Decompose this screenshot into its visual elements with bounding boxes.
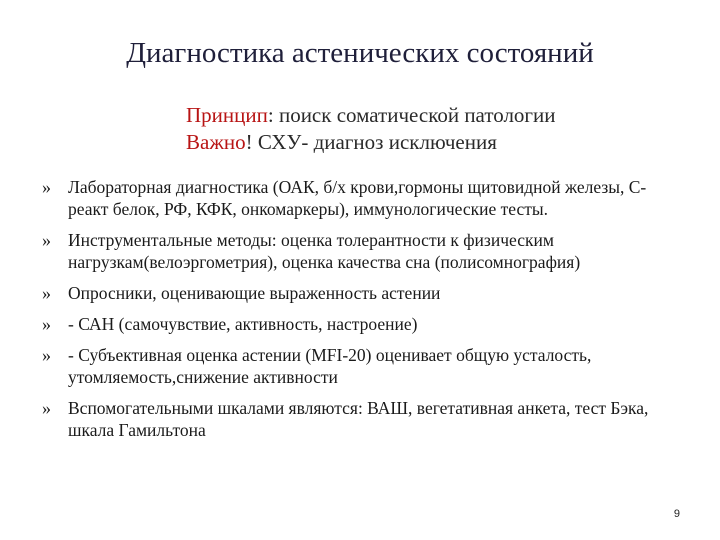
bullet-list [42, 176, 682, 450]
principle-text: поиск соматической патологии [273, 103, 556, 127]
list-item [42, 397, 682, 441]
list-item [42, 313, 682, 335]
bullet-text: - САН (самочувствие, активность, настроение) [68, 314, 418, 334]
list-item [42, 229, 682, 273]
bullet-text: Вспомогательными шкалами являются: ВАШ, вегетативная анкета, тест Бэка, шкала Гамильтона [68, 398, 649, 440]
list-item [42, 176, 682, 220]
list-item [42, 344, 682, 388]
important-text: СХУ- диагноз исключения [252, 130, 497, 154]
principle-colon: : [267, 103, 274, 127]
bullet-text: Лабораторная диагностика (ОАК, б/х крови,гормоны щитовидной железы, С-реакт белок, РФ, КФК, онкомаркеры), иммунологические тесты. [68, 177, 647, 219]
bullet-text: - Субъективная оценка астении (MFI-20) оценивает общую усталость, утомляемость,снижение активности [68, 345, 592, 387]
bullet-marker: » [42, 177, 51, 197]
bullet-marker: » [42, 283, 51, 303]
bullet-marker: » [42, 314, 51, 334]
important-line [186, 129, 556, 156]
key-points [186, 102, 556, 156]
bullet-marker: » [42, 398, 51, 418]
page-title: Диагностика астенических состояний [126, 37, 594, 69]
principle-line [186, 102, 556, 129]
principle-label: Принцип [186, 103, 268, 127]
bullet-text: Опросники, оценивающие выраженность астении [68, 283, 441, 303]
important-exclaim: ! [245, 130, 253, 154]
bullet-marker: » [42, 230, 51, 250]
page-number: 9 [673, 508, 680, 520]
bullet-marker: » [42, 345, 51, 365]
bullet-text: Инструментальные методы: оценка толерантности к физическим нагрузкам(велоэргометрия), оценка качества сна (полисомнография) [68, 230, 581, 272]
important-label: Важно [186, 130, 246, 154]
list-item [42, 282, 682, 304]
